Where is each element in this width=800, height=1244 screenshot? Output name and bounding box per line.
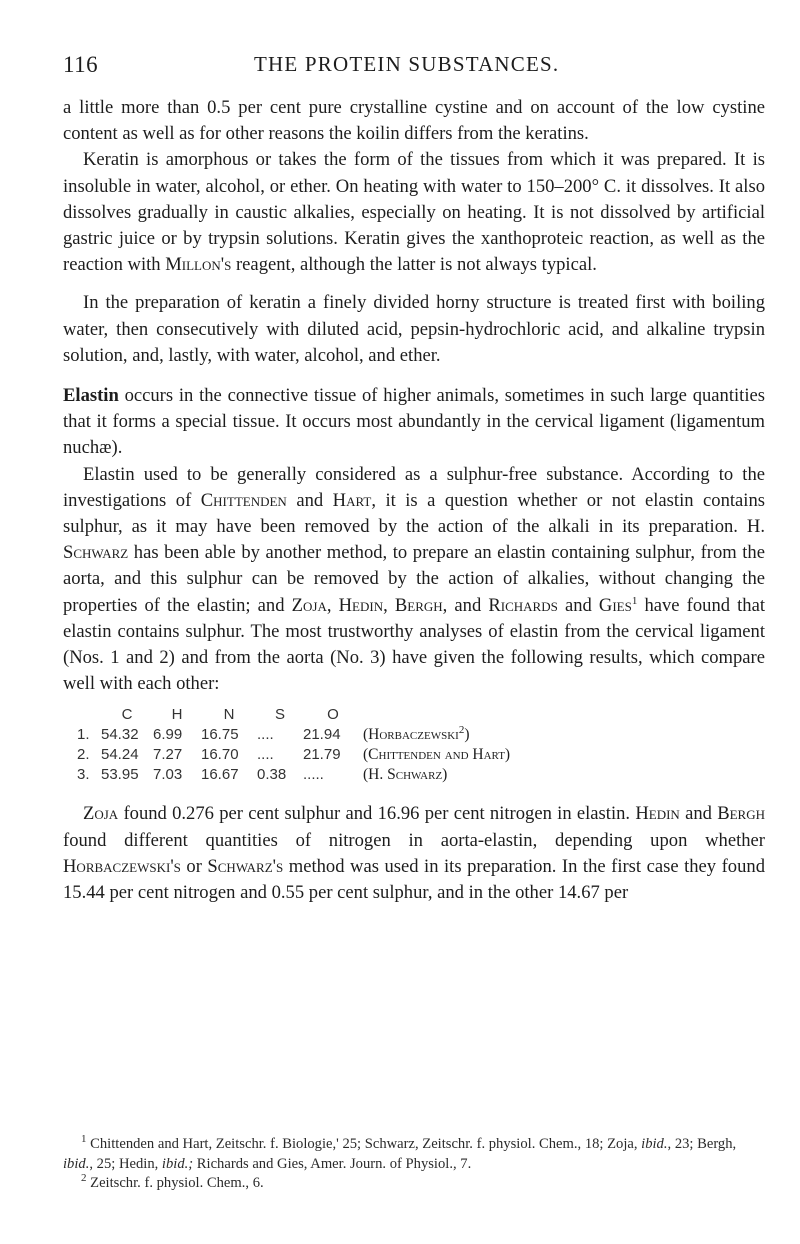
term-elastin: Elastin <box>63 385 119 407</box>
paragraph-elastin-sulphur: Elastin used to be generally considered as a sulphur-free substance. According to the investigations of Chittenden and Hart, it is a question whether or not elastin contains sulphur, as it may have been removed by the action of the alkali in its preparation. H. Schwarz has been able by another method, to prepare an elastin containing sulphur, from the aorta, and this sulphur can be removed by the action of alkalies, without changing the properties of the elastin; and Zoja, Hedin, Bergh, and Richards and Gies$^1$ have found that elastin contains sulphur. The most trustworthy analyses of elastin from the cervical ligament (Nos. 1 and 2) and from the aorta (No. 3) have given the following results, which compare well with each other: <box>63 463 766 695</box>
page-header <box>63 52 763 82</box>
paragraph-koilin-continued: a little more than 0.5 per cent pure crystalline cystine and on account of the low cystine content as well as for other reasons the koilin differs from the keratins. <box>63 97 765 145</box>
body-text <box>63 95 765 906</box>
paragraph-keratin-preparation: In the preparation of keratin a finely divided horny structure is treated first with boiling water, then consecutively with diluted acid, pepsin-hydrochloric acid, and alkaline trypsin solution, and, lastly, with water, alcohol, and ether. <box>63 292 765 366</box>
author-millon: Millon's <box>165 254 232 276</box>
paragraph-elastin-nitrogen: Zoja found 0.276 per cent sulphur and 16.96 per cent nitrogen in elastin. Hedin and Bergh found different quantities of nitrogen in aorta-elastin, depending upon whether Horbaczewski's or Schwarz's method was used in its preparation. In the first case they found 15.44 per cent nitrogen and 0.55 per cent sulphur, and in the other 14.67 per <box>63 803 765 904</box>
table-row: 2. 54.24 7.27 16.70 .... 21.79 (Chittenden and Hart) <box>77 746 511 764</box>
paragraph-elastin-occurrence: Elastin occurs in the connective tissue of higher animals, sometimes in such large quantities that it forms a special tissue. It occurs most abundantly in the cervical ligament (ligamentum nuchæ). <box>63 385 765 459</box>
table-row: 1. 54.32 6.99 16.75 .... 21.94 (Horbaczewski$^2$) <box>77 724 470 744</box>
table-row: 3. 53.95 7.03 16.67 0.38 ..... (H. Schwarz) <box>77 766 448 784</box>
col-header-s: S <box>274 706 285 724</box>
footnote-1: $^1$ Chittenden and Hart, Zeitschr. f. Biologie,' 25; Schwarz, Zeitschr. f. physiol. Chem., 18; Zoja, ibid., 23; Bergh, ibid., 25; Hedin, ibid.; Richards and Gies, Amer. Journ. of Physiol., 7. <box>63 1133 737 1172</box>
page-number: 116 <box>63 52 99 77</box>
col-header-h: H <box>171 706 183 724</box>
elastin-analysis-table <box>63 705 765 785</box>
col-header-n: N <box>223 706 235 724</box>
footnote-2: $^2$ Zeitschr. f. physiol. Chem., 6. <box>81 1172 264 1191</box>
footnotes <box>63 1135 765 1194</box>
footnote-ref-2: 2 <box>458 724 465 737</box>
footnote-ref-1: 1 <box>631 594 638 607</box>
paragraph-keratin-properties: Keratin is amorphous or takes the form of the tissues from which it was prepared. It is insoluble in water, alcohol, or ether. On heating with water to 150–200° C. it dissolves. It also dissolves gradually in caustic alkalies, especially on heating. It is not dissolved by artificial gastric juice or by trypsin solutions. Keratin gives the xanthoproteic reaction, as well as the reaction with Millon's reagent, although the latter is not always typical. <box>63 149 765 276</box>
col-header-o: O <box>327 706 339 724</box>
running-title: THE PROTEIN SUBSTANCES. <box>254 52 560 76</box>
col-header-c: C <box>121 706 133 724</box>
table-header-row <box>77 705 510 725</box>
